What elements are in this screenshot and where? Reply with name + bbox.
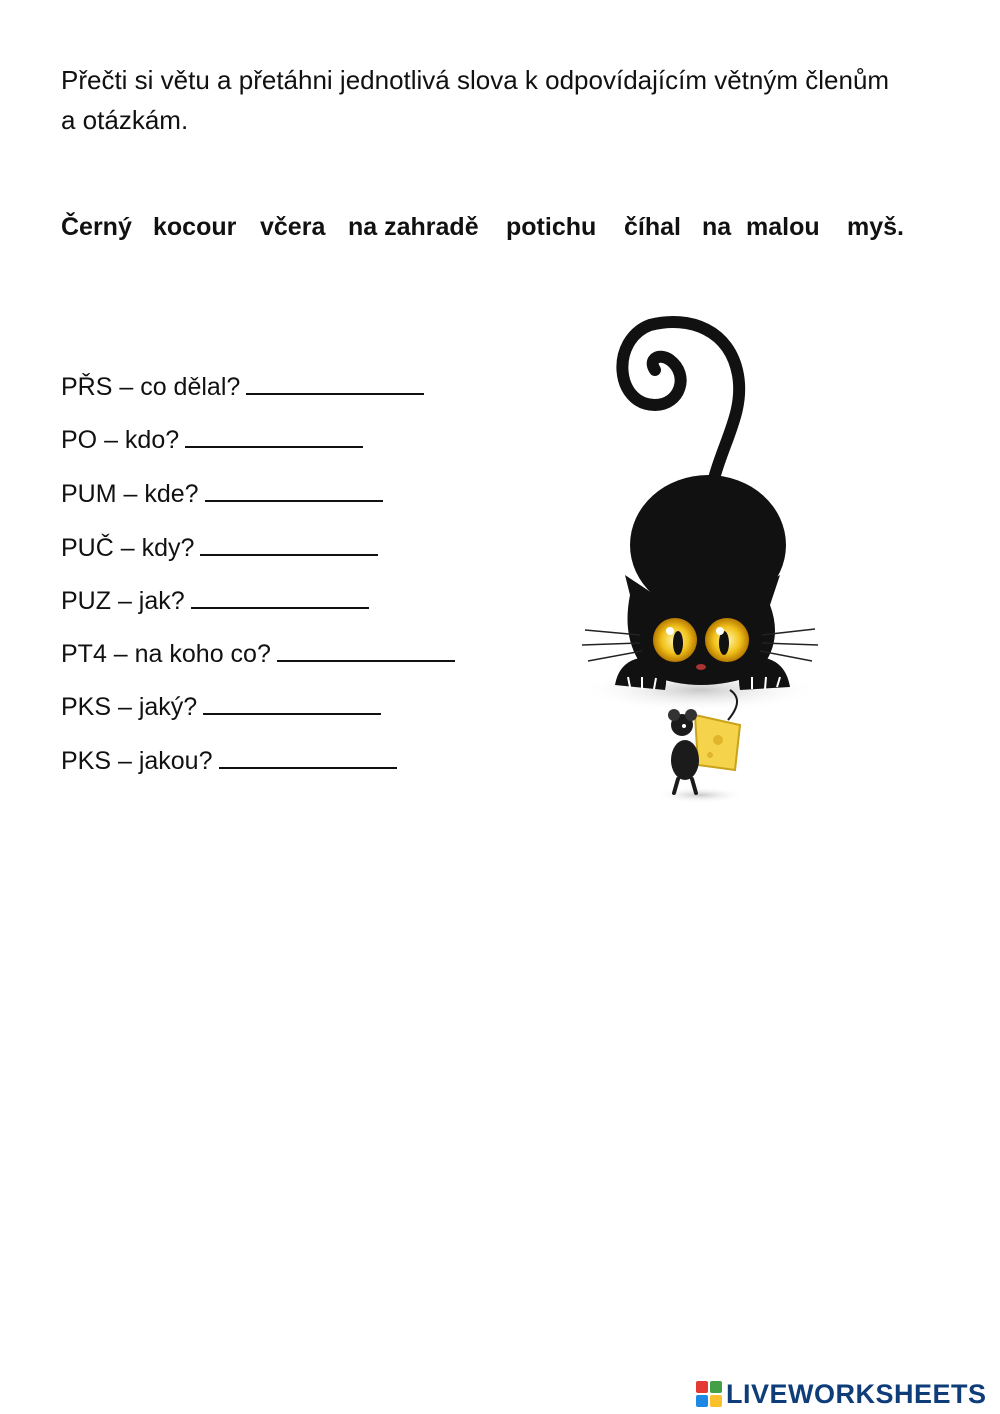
- question-label: PUZ – jak?: [61, 587, 185, 615]
- liveworksheets-logo-icon: [696, 1381, 722, 1407]
- sentence-word[interactable]: potichu: [506, 213, 597, 241]
- sentence: [61, 207, 911, 247]
- question-label: PŘS – co dělal?: [61, 373, 241, 401]
- sentence-word[interactable]: na: [702, 213, 732, 241]
- sentence-word[interactable]: včera: [260, 213, 326, 241]
- sentence-word[interactable]: malou: [746, 213, 820, 241]
- question-label: PUČ – kdy?: [61, 534, 195, 562]
- question-row: [61, 365, 424, 405]
- sentence-word[interactable]: Černý: [61, 213, 132, 241]
- question-label: PKS – jakou?: [61, 747, 213, 775]
- question-label: PUM – kde?: [61, 480, 199, 508]
- answer-blank[interactable]: [277, 632, 455, 662]
- answer-blank[interactable]: [185, 418, 363, 448]
- question-label: PT4 – na koho co?: [61, 640, 271, 668]
- answer-blank[interactable]: [205, 472, 383, 502]
- answer-blank[interactable]: [219, 739, 397, 769]
- question-label: PO – kdo?: [61, 426, 180, 454]
- question-row: [61, 418, 363, 458]
- sentence-word[interactable]: kocour: [153, 213, 237, 241]
- question-label: PKS – jaký?: [61, 693, 198, 721]
- instruction-text: Přečti si větu a přetáhni jednotlivá slova k odpovídajícím větným členům a otázkám.: [61, 65, 890, 135]
- cat-and-mouse-illustration: [570, 295, 830, 815]
- answer-blank[interactable]: [203, 685, 381, 715]
- answer-blank[interactable]: [246, 365, 424, 395]
- question-row: [61, 739, 397, 779]
- brand-text: LIVEWORKSHEETS: [726, 1378, 987, 1409]
- answer-blank[interactable]: [191, 579, 369, 609]
- answer-blank[interactable]: [200, 526, 378, 556]
- question-row: [61, 472, 383, 512]
- question-row: [61, 526, 378, 566]
- sentence-word[interactable]: myš.: [847, 213, 904, 241]
- question-row: [61, 685, 381, 725]
- sentence-word[interactable]: číhal: [624, 213, 681, 241]
- liveworksheets-logo: [696, 1374, 987, 1414]
- question-row: [61, 579, 369, 619]
- question-row: [61, 632, 455, 672]
- sentence-word[interactable]: na zahradě: [348, 213, 479, 241]
